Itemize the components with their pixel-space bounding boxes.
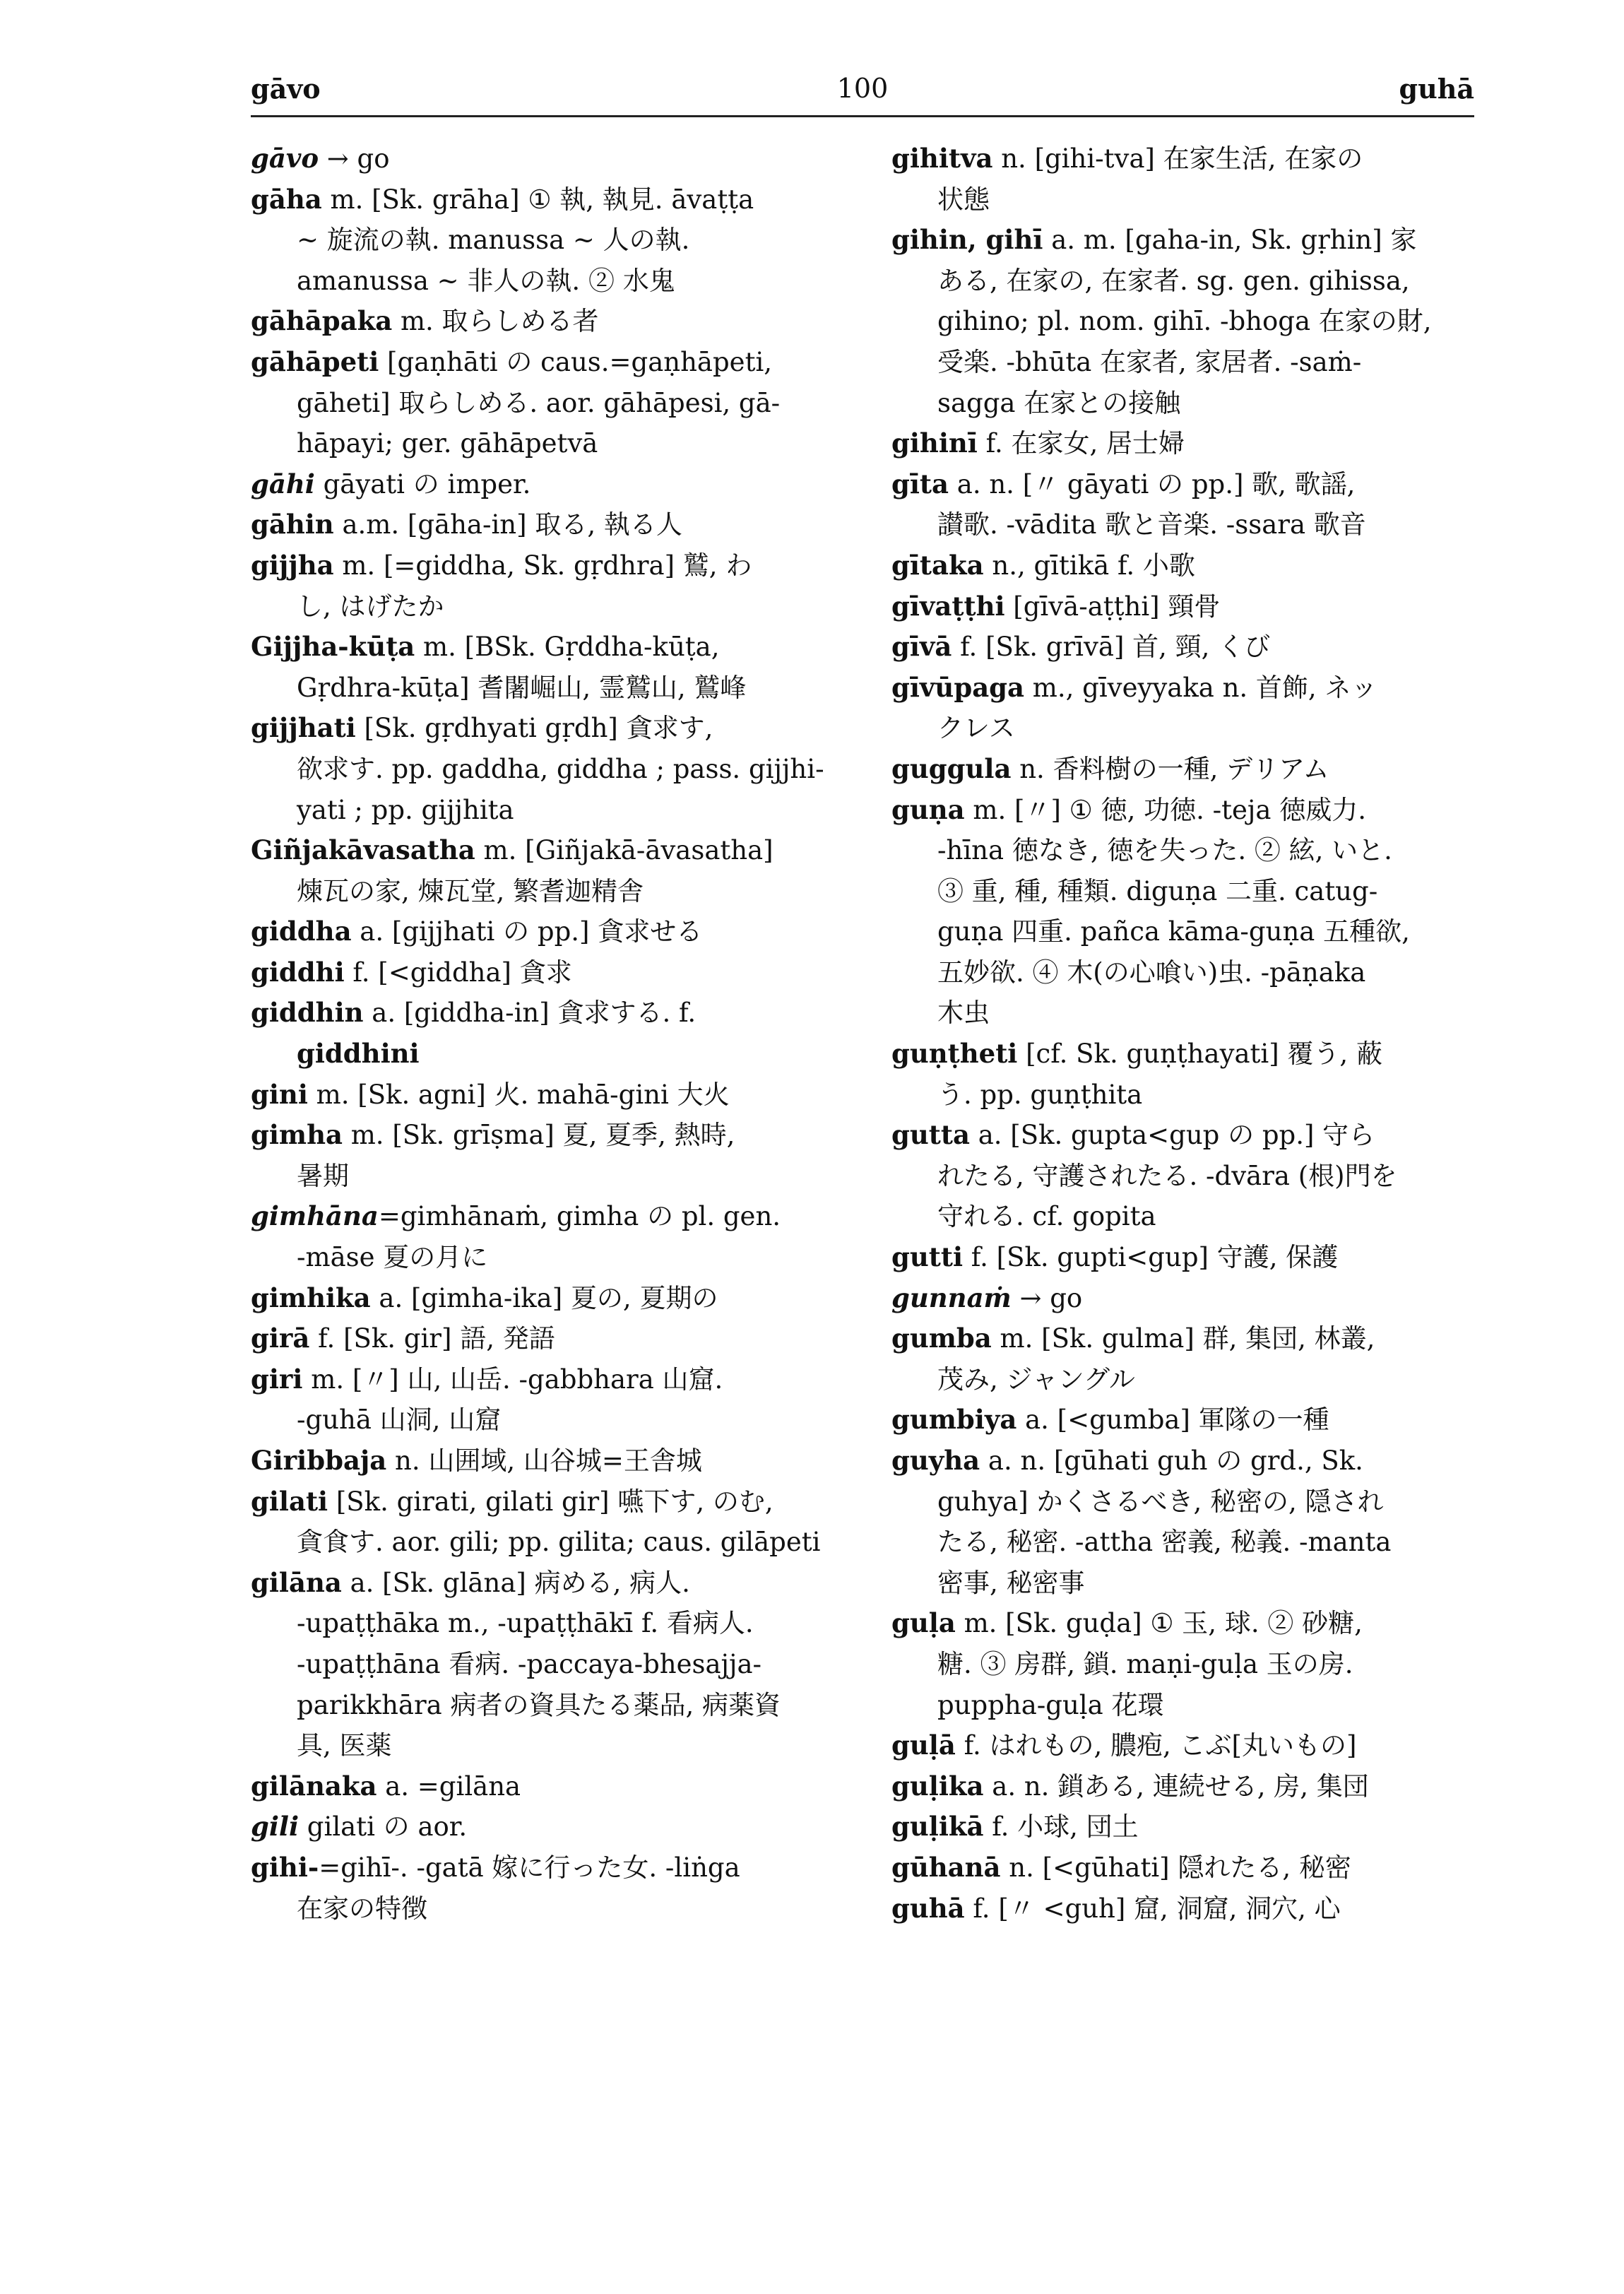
definition-continuation-line	[251, 1400, 858, 1441]
definition-continuation-line	[891, 1644, 1474, 1685]
dictionary-entry-line	[891, 545, 1474, 586]
definition-text: [gīvā-aṭṭhi] 頸骨	[1004, 591, 1221, 622]
dictionary-entry-line	[891, 668, 1474, 709]
dictionary-entry-line	[891, 1034, 1474, 1075]
headword: gīvā	[891, 631, 952, 663]
definition-text: m. [Sk. agni] 火. mahā-gini 大火	[307, 1079, 730, 1110]
definition-continuation-line	[251, 586, 858, 627]
dictionary-entry-line	[891, 1807, 1474, 1847]
definition-text: Gṛdhra-kūṭa] 耆闍崛山, 霊鷲山, 鷲峰	[297, 672, 747, 703]
headword: gijjhati	[251, 712, 356, 744]
headword: girā	[251, 1323, 310, 1354]
headword: giddha	[251, 916, 352, 947]
header-guide-word-right: guhā	[1399, 73, 1474, 105]
definition-text: 五妙欲. ④ 木(の心喰い)虫. -pāṇaka	[937, 957, 1366, 988]
definition-text: 欲求す. pp. gaddha, giddha ; pass. gijjhi-	[297, 753, 824, 784]
dictionary-entry-line	[251, 1318, 858, 1359]
headword: guyha	[891, 1445, 980, 1476]
dictionary-entry-line	[891, 423, 1474, 464]
definition-continuation-line	[891, 993, 1474, 1034]
definition-text: a. [gimha-ika] 夏の, 夏期の	[370, 1282, 718, 1313]
headword: guggula	[891, 752, 1012, 784]
definition-text: 煉瓦の家, 煉瓦堂, 繁耆迦精舎	[297, 875, 644, 906]
definition-text: f. [<giddha] 貪求	[344, 957, 572, 988]
definition-text: a. [<gumba] 軍隊の一種	[1017, 1405, 1329, 1436]
definition-text: gāheti] 取らしめる. aor. gāhāpesi, gā-	[297, 387, 781, 418]
definition-text: → go	[1011, 1282, 1083, 1313]
headword: gutti	[891, 1241, 964, 1273]
definition-text: f. 在家女, 居士婦	[977, 428, 1185, 459]
dictionary-entry-line	[251, 1075, 858, 1116]
definition-continuation-line	[891, 1196, 1474, 1237]
definition-text: f. [〃 <guh] 窟, 洞窟, 洞穴, 心	[964, 1893, 1341, 1924]
definition-text: う. pp. guṇṭhita	[937, 1079, 1143, 1110]
dictionary-entry-line	[251, 301, 858, 342]
headword: gāhāpeti	[251, 345, 379, 377]
definition-text: m. [Sk. grīṣma] 夏, 夏季, 熱時,	[342, 1120, 735, 1151]
definition-text: -upaṭṭhāka m., -upaṭṭhākī f. 看病人.	[297, 1608, 754, 1639]
dictionary-entry-line	[891, 749, 1474, 790]
definition-text: → go	[319, 143, 390, 174]
definition-text: 守れる. cf. gopita	[937, 1201, 1156, 1232]
definition-text: gāyati の imper.	[314, 468, 531, 499]
definition-text: 木虫	[937, 998, 990, 1029]
headword: gāha	[251, 183, 322, 215]
dictionary-entry-line	[251, 464, 858, 505]
definition-continuation-line	[251, 423, 858, 464]
right-column	[891, 138, 1474, 1929]
definition-continuation-line	[251, 1603, 858, 1644]
dictionary-entry-line	[891, 1441, 1474, 1482]
dictionary-entry-line	[891, 1603, 1474, 1644]
definition-text: -hīna 徳なき, 徳を失った. ② 絃, いと.	[937, 835, 1392, 866]
definition-text: 密事, 秘密事	[937, 1567, 1085, 1598]
headword: gimhāna	[251, 1200, 379, 1232]
dictionary-entry-line	[251, 1807, 858, 1847]
definition-text: guṇa 四重. pañca kāma-guṇa 五種欲,	[937, 916, 1410, 947]
definition-text: f. 小球, 団土	[983, 1811, 1139, 1843]
definition-continuation-line	[251, 1522, 858, 1563]
definition-text: m. [=giddha, Sk. gṛdhra] 鷲, わ	[333, 550, 752, 581]
headword: gunnaṁ	[891, 1282, 1012, 1313]
definition-text: hāpayi; ger. gāhāpetvā	[297, 428, 598, 459]
headword: gāhin	[251, 509, 334, 540]
definition-continuation-line	[891, 871, 1474, 912]
headword: Gijjha-kūṭa	[251, 631, 415, 663]
dictionary-entry-line	[251, 342, 858, 383]
headword: guḷa	[891, 1607, 956, 1639]
definition-text: f. はれもの, 膿疱, こぶ[丸いもの]	[955, 1730, 1357, 1761]
headword: guṇṭheti	[891, 1038, 1018, 1070]
definition-continuation-line	[251, 790, 858, 831]
definition-continuation-line	[891, 504, 1474, 545]
definition-continuation-line	[891, 708, 1474, 749]
definition-text: クレス	[937, 713, 1015, 744]
definition-text: a. [giddha-in] 貪求する. f.	[363, 998, 697, 1029]
headword: gītaka	[891, 549, 984, 581]
definition-text: m. [BSk. Gṛddha-kūṭa,	[415, 632, 720, 663]
definition-text: a. [gijjhati の pp.] 貪求せる	[351, 916, 703, 947]
headword: gutta	[891, 1119, 970, 1151]
definition-continuation-line	[251, 261, 858, 302]
headword: gumbiya	[891, 1404, 1017, 1436]
definition-continuation-line	[891, 261, 1474, 302]
dictionary-entry-line	[891, 1318, 1474, 1359]
definition-text: parikkhāra 病者の資具たる薬品, 病薬資	[297, 1689, 781, 1720]
headword: gilāna	[251, 1566, 342, 1598]
definition-text: し, はげたか	[297, 591, 444, 622]
dictionary-entry-line	[251, 179, 858, 220]
definition-text: [Sk. gṛdhyati gṛdh] 貪求す,	[355, 713, 713, 744]
definition-text: [gaṇhāti の caus.=gaṇhāpeti,	[379, 346, 773, 377]
definition-continuation-line	[251, 1725, 858, 1766]
definition-continuation-line	[251, 749, 858, 790]
definition-text: yati ; pp. gijjhita	[297, 794, 514, 825]
headword: gumba	[891, 1323, 992, 1354]
definition-text: n. 香料樹の一種, デリアム	[1011, 753, 1329, 784]
dictionary-entry-line	[251, 1115, 858, 1156]
headword: gili	[251, 1811, 300, 1843]
dictionary-entry-line	[251, 627, 858, 668]
definition-text: amanussa ~ 非人の執. ② 水鬼	[297, 265, 675, 296]
definition-text: 暑期	[297, 1160, 349, 1191]
headword: guṇa	[891, 793, 965, 825]
definition-text: [Sk. girati, gilati gir] 嚥下す, のむ,	[328, 1486, 774, 1517]
definition-text: n. [gihi-tva] 在家生活, 在家の	[992, 143, 1363, 174]
dictionary-entry-line	[891, 464, 1474, 505]
headword: guḷikā	[891, 1811, 984, 1843]
headword: giddhin	[251, 997, 364, 1029]
headword: gihitva	[891, 143, 993, 174]
definition-text: guhya] かくさるべき, 秘密の, 隠され	[937, 1486, 1384, 1517]
definition-text: a. m. [gaha-in, Sk. gṛhin] 家	[1043, 225, 1417, 256]
dictionary-entry-line	[891, 220, 1474, 261]
definition-continuation-line	[891, 1522, 1474, 1563]
definition-text: a. [Sk. gupta<gup の pp.] 守ら	[969, 1120, 1375, 1151]
definition-continuation-line	[251, 668, 858, 709]
dictionary-entry-line	[251, 1847, 858, 1888]
dictionary-entry-line	[891, 1278, 1474, 1319]
headword: gihi-	[251, 1851, 319, 1883]
dictionary-entry-line	[251, 1359, 858, 1400]
definition-text: a. n. [〃 gāyati の pp.] 歌, 歌謡,	[949, 468, 1356, 499]
definition-text: 受楽. -bhūta 在家者, 家居者. -saṁ-	[937, 346, 1362, 377]
definition-continuation-line	[251, 220, 858, 261]
definition-text: sagga 在家との接触	[937, 387, 1181, 418]
dictionary-entry-line	[891, 627, 1474, 668]
definition-text: f. [Sk. gir] 語, 発語	[309, 1323, 555, 1354]
dictionary-entry-line	[251, 830, 858, 871]
definition-text: m. [Giñjakā-āvasatha]	[475, 835, 774, 866]
definition-text: 具, 医薬	[297, 1730, 392, 1761]
dictionary-entry-line	[251, 504, 858, 545]
headword: guḷika	[891, 1770, 984, 1802]
definition-text: f. [Sk. grīvā] 首, 頸, くび	[952, 632, 1271, 663]
dictionary-entry-line	[891, 1400, 1474, 1441]
headword: giri	[251, 1363, 303, 1395]
definition-text: m. [Sk. grāha] ① 執, 執見. āvaṭṭa	[321, 184, 754, 215]
headword: gilānaka	[251, 1770, 377, 1802]
definition-text: m. [〃] 山, 山岳. -gabbhara 山窟.	[302, 1364, 723, 1395]
headword: Giñjakāvasatha	[251, 834, 475, 866]
definition-text: n. 山囲域, 山谷城=王舎城	[386, 1445, 702, 1476]
definition-text: 糖. ③ 房群, 鎖. maṇi-guḷa 玉の房.	[937, 1648, 1353, 1679]
definition-continuation-line	[251, 1644, 858, 1685]
page-header	[251, 73, 1474, 117]
definition-continuation-line	[891, 830, 1474, 871]
dictionary-entry-line	[251, 1278, 858, 1319]
definition-text: 状態	[937, 184, 990, 215]
dictionary-entry-line	[251, 708, 858, 749]
definition-text: n. [<gūhati] 隠れたる, 秘密	[1000, 1852, 1351, 1883]
headword: gāhi	[251, 468, 315, 499]
headword: guḷā	[891, 1730, 956, 1761]
definition-text: m., gīveyyaka n. 首飾, ネッ	[1024, 672, 1377, 703]
definition-text: a. =gilāna	[377, 1770, 521, 1802]
definition-continuation-line	[891, 1075, 1474, 1116]
definition-text: ~ 旋流の執. manussa ~ 人の執.	[297, 225, 690, 256]
dictionary-entry-line	[891, 1115, 1474, 1156]
dictionary-entry-line	[891, 1888, 1474, 1929]
headword: guhā	[891, 1892, 965, 1924]
definition-continuation-line	[891, 1685, 1474, 1726]
definition-text: -māse 夏の月に	[297, 1242, 488, 1273]
definition-text: n., gītikā f. 小歌	[983, 550, 1195, 581]
definition-text: a. [Sk. glāna] 病める, 病人.	[341, 1567, 690, 1598]
headword: gimhika	[251, 1282, 371, 1313]
dictionary-entry-line	[891, 1847, 1474, 1888]
definition-text: れたる, 守護されたる. -dvāra (根)門を	[937, 1160, 1397, 1191]
headword: gihinī	[891, 427, 978, 459]
header-guide-word-left: gāvo	[251, 73, 321, 105]
dictionary-entry-line	[251, 911, 858, 952]
dictionary-entry-line	[251, 138, 858, 179]
dictionary-entry-line	[251, 1034, 858, 1075]
headword: gimha	[251, 1119, 343, 1151]
definition-continuation-line	[251, 1685, 858, 1726]
dictionary-entry-line	[251, 1441, 858, 1482]
headword: gilati	[251, 1485, 328, 1517]
definition-continuation-line	[891, 1482, 1474, 1523]
definition-continuation-line	[891, 342, 1474, 383]
headword: giddhi	[251, 956, 345, 988]
definition-text: f. [Sk. gupti<gup] 守護, 保護	[963, 1242, 1339, 1273]
dictionary-entry-line	[891, 586, 1474, 627]
definition-continuation-line	[251, 1237, 858, 1278]
dictionary-entry-line	[251, 545, 858, 586]
dictionary-entry-line	[891, 138, 1474, 179]
headword: gīvaṭṭhi	[891, 590, 1005, 622]
left-column	[251, 138, 858, 1929]
headword: gihin, gihī	[891, 224, 1043, 256]
definition-text: gilati の aor.	[299, 1811, 468, 1843]
dictionary-entry-line	[251, 993, 858, 1034]
definition-text: 讃歌. -vādita 歌と音楽. -ssara 歌音	[937, 509, 1366, 540]
definition-continuation-line	[891, 301, 1474, 342]
headword: gīta	[891, 468, 949, 499]
dictionary-entry-line	[891, 1237, 1474, 1278]
dictionary-entry-line	[891, 790, 1474, 831]
headword: gini	[251, 1078, 308, 1110]
dictionary-entry-line	[251, 1482, 858, 1523]
definition-text: -guhā 山洞, 山窟	[297, 1405, 502, 1436]
definition-text: ある, 在家の, 在家者. sg. gen. gihissa,	[937, 265, 1410, 296]
headword: gūhanā	[891, 1851, 1001, 1883]
definition-text: a.m. [gāha-in] 取る, 執る人	[333, 509, 682, 540]
definition-continuation-line	[891, 179, 1474, 220]
definition-text: m. [Sk. guḍa] ① 玉, 球. ② 砂糖,	[955, 1608, 1363, 1639]
dictionary-entry-line	[251, 1766, 858, 1807]
headword: gāvo	[251, 143, 319, 174]
dictionary-entry-line	[891, 1766, 1474, 1807]
definition-continuation-line	[251, 1888, 858, 1929]
definition-continuation-line	[251, 1156, 858, 1197]
definition-text: gihino; pl. nom. gihī. -bhoga 在家の財,	[937, 306, 1432, 337]
definition-text: [cf. Sk. guṇṭhayati] 覆う, 蔽	[1017, 1039, 1382, 1070]
definition-text: 在家の特徴	[297, 1893, 427, 1924]
headword: Giribbaja	[251, 1445, 387, 1476]
definition-text: a. n. [gūhati guh の grd., Sk.	[980, 1445, 1363, 1476]
definition-continuation-line	[891, 383, 1474, 424]
definition-text: -upaṭṭhāna 看病. -paccaya-bhesajja-	[297, 1648, 762, 1679]
definition-continuation-line	[251, 871, 858, 912]
headword: gīvūpaga	[891, 671, 1025, 703]
headword: gāhāpaka	[251, 305, 393, 337]
definition-continuation-line	[891, 952, 1474, 993]
definition-text: 茂み, ジャングル	[937, 1364, 1135, 1395]
definition-continuation-line	[891, 911, 1474, 952]
definition-text: 貪食す. aor. gili; pp. gilita; caus. gilāpeti	[297, 1527, 821, 1558]
definition-text: m. 取らしめる者	[392, 306, 599, 337]
definition-text: たる, 秘密. -attha 密義, 秘義. -manta	[937, 1527, 1392, 1558]
definition-text: =gihī-. -gatā 嫁に行った女. -liṅga	[319, 1852, 740, 1883]
headword: gijjha	[251, 549, 334, 581]
definition-text: ③ 重, 種, 種類. diguṇa 二重. catug-	[937, 875, 1378, 906]
definition-continuation-line	[251, 383, 858, 424]
definition-text: m. [Sk. gulma] 群, 集団, 林叢,	[991, 1323, 1375, 1354]
definition-continuation-line	[891, 1359, 1474, 1400]
dictionary-entry-line	[251, 1196, 858, 1237]
page-number: 100	[836, 73, 889, 104]
headword: giddhini	[297, 1038, 420, 1070]
definition-text: m. [〃] ① 徳, 功徳. -teja 徳威力.	[964, 794, 1366, 825]
dictionary-entry-line	[251, 1563, 858, 1604]
definition-continuation-line	[891, 1563, 1474, 1604]
dictionary-entry-line	[891, 1725, 1474, 1766]
definition-text: a. n. 鎖ある, 連続せる, 房, 集団	[983, 1770, 1369, 1802]
definition-text: =gimhānaṁ, gimha の pl. gen.	[378, 1201, 781, 1232]
definition-text: puppha-guḷa 花環	[937, 1689, 1164, 1720]
dictionary-entry-line	[251, 952, 858, 993]
definition-continuation-line	[891, 1156, 1474, 1197]
